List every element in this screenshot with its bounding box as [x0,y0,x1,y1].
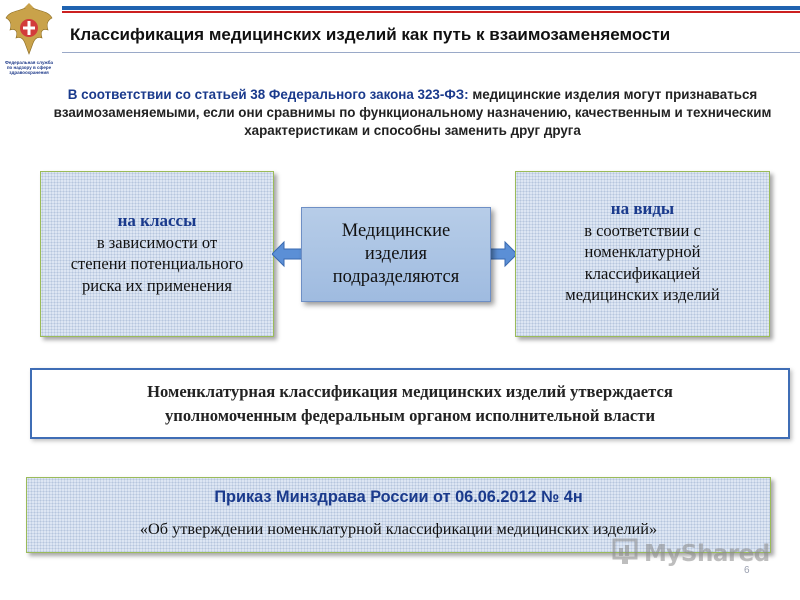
classes-line: риска их применения [82,275,232,295]
watermark-text: MyShared [644,541,770,567]
header-blue-bar [62,6,800,10]
eagle-emblem-icon [2,2,56,60]
types-line: медицинских изделий [565,285,720,304]
types-box [515,171,770,337]
logo-caption: Федеральная служба по надзору в сфере здравоохранения [4,60,53,75]
statement-line: уполномоченным федеральным органом исполнительной власти [164,406,656,425]
center-line: подразделяются [332,267,460,287]
medical-devices-center-box [301,207,491,302]
header-divider [62,52,800,53]
order-title: Приказ Минздрава России от 06.06.2012 № 4н [214,488,583,506]
classes-heading: на классы [117,211,197,230]
left-arrow-icon [272,240,302,268]
classes-box [40,171,274,337]
types-line: номенклатурной [584,242,701,261]
statement-box [30,368,790,439]
classes-line: степени потенциального [70,254,244,273]
header-red-bar [62,11,800,13]
slide-title: Классификация медицинских изделий как путь к взаимозаменяемости [70,25,671,44]
types-heading: на виды [610,199,675,218]
right-arrow-icon [489,240,517,268]
types-line: классификацией [584,263,701,283]
statement-line: Номенклатурная классификация медицинских изделий утверждается [147,382,673,401]
types-line: в соответствии с [584,220,701,240]
myshared-logo-icon [612,536,642,568]
center-line: изделия [364,244,428,264]
intro-lead: В соответствии со статьей 38 Федерального закона 323-ФЗ: [67,87,469,102]
intro-text: медицинские изделия могут признаваться взаимозаменяемыми, если они сравнимы по функциональному назначению, качественным и техническим характеристикам и способны заменить друг друга [53,87,772,138]
order-subtitle: «Об утверждении номенклатурной классификации медицинских изделий» [139,519,658,538]
classes-line: в зависимости от [96,232,218,252]
center-line: Медицинские [341,221,451,241]
myshared-watermark [612,536,792,572]
intro-paragraph [45,86,780,140]
roszdravnadzor-logo [2,2,56,94]
page-number: 6 [744,565,750,576]
